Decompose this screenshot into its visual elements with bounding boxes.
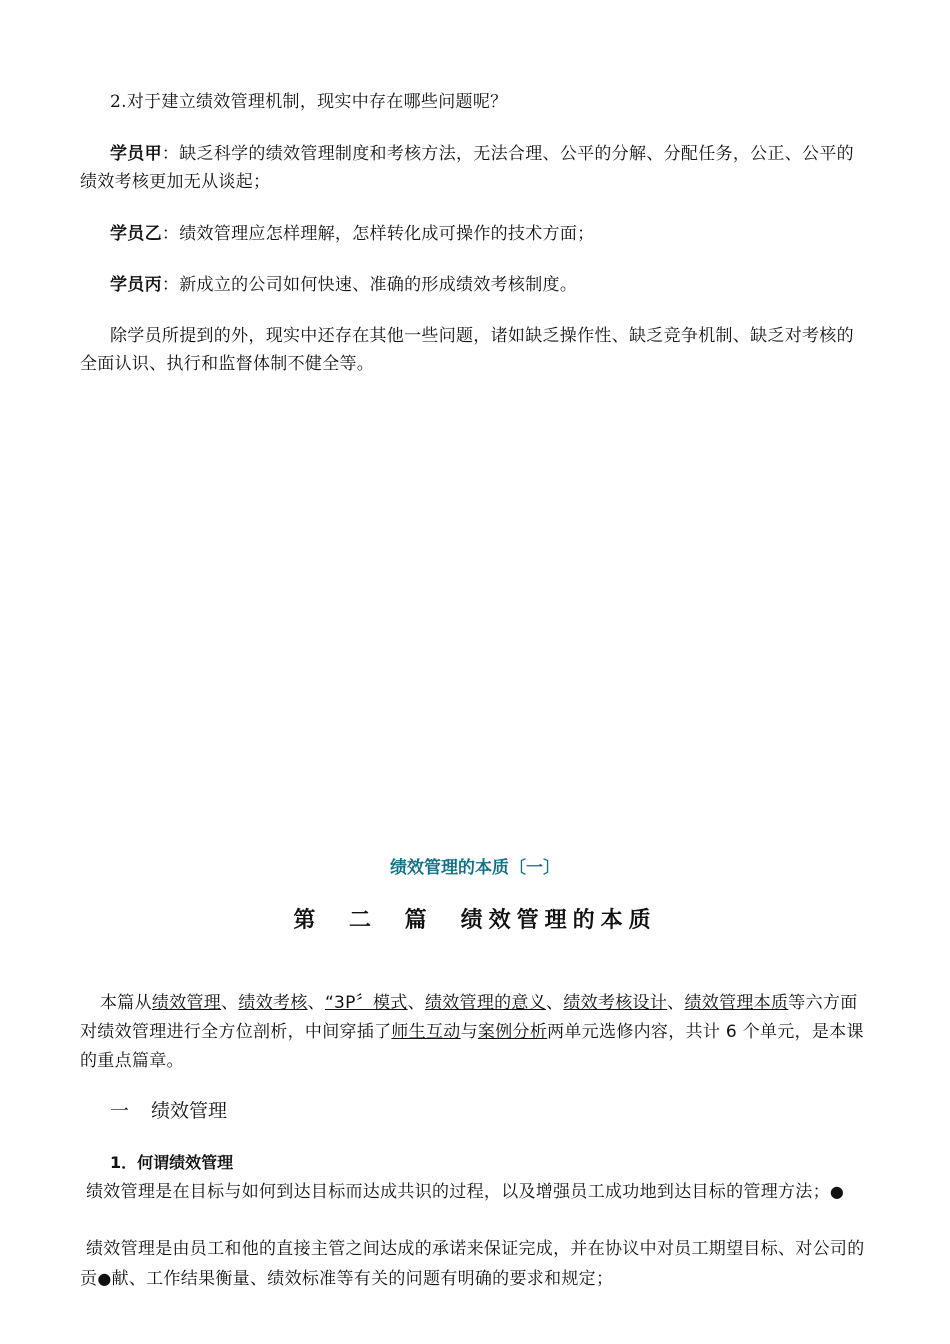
definition-2: 绩效管理是由员工和他的直接主管之间达成的承诺来保证完成，并在协议中对员工期望目标、对公司的贡●献、工作结果衡量、绩效标准等有关的问题有明确的要求和规定； — [80, 1239, 865, 1289]
answer-student-c: 学员丙：新成立的公司如何快速、准确的形成绩效考核制度。 — [110, 275, 578, 295]
link-teacher-student-interaction[interactable]: 师生互动 — [391, 1022, 461, 1042]
heading-performance-management — [110, 1096, 227, 1123]
link-essence[interactable]: 绩效管理本质 — [684, 993, 789, 1013]
heading-number: 一 — [110, 1100, 130, 1122]
bullet-mark: ● — [829, 1182, 845, 1201]
speaker-label: 学员甲 — [110, 144, 162, 164]
link-performance-appraisal[interactable]: 绩效考核 — [238, 993, 308, 1013]
link-appraisal-design[interactable]: 绩效考核设计 — [563, 993, 668, 1013]
link-significance[interactable]: 绩效管理的意义 — [424, 993, 547, 1013]
question-2: 2.对于建立绩效管理机制，现实中存在哪些问题呢？ — [110, 92, 508, 112]
speaker-label: 学员乙 — [110, 224, 162, 244]
link-performance-management[interactable]: 绩效管理 — [151, 993, 222, 1013]
link-3p-model[interactable]: “3P〞模式 — [324, 993, 408, 1013]
section-title: 绩效管理的本质〔一〕 — [390, 858, 560, 878]
subheading-what-is-pm: 1．何谓绩效管理 — [110, 1153, 234, 1172]
answer-text: 新成立的公司如何快速、准确的形成绩效考核制度。 — [179, 275, 578, 295]
definition-1: 绩效管理是在目标与如何到达目标而达成共识的过程，以及增强员工成功地到达目标的管理方法；● — [86, 1182, 845, 1202]
intro-paragraph: 本篇从绩效管理、绩效考核、“3P〞模式、绩效管理的意义、绩效考核设计、绩效管理本质等六方面对绩效管理进行全方位剖析，中间穿插了师生互动与案例分析两单元选修内容，共计 6 个单元，是本课的重点篇章。 — [80, 993, 864, 1071]
answer-text: 缺乏科学的绩效管理制度和考核方法，无法合理、公平的分解、分配任务，公正、公平的绩效考核更加无从谈起； — [80, 144, 854, 192]
heading-text: 绩效管理 — [151, 1100, 228, 1122]
link-case-analysis[interactable]: 案例分析 — [477, 1022, 548, 1042]
speaker-label: 学员丙 — [110, 275, 162, 295]
part-title: 第 二 篇 绩效管理的本质 — [293, 907, 657, 933]
answer-student-b: 学员乙：绩效管理应怎样理解，怎样转化成可操作的技术方面； — [110, 224, 595, 244]
summary-paragraph: 除学员所提到的外，现实中还存在其他一些问题，诸如缺乏操作性、缺乏竞争机制、缺乏对考核的全面认识、执行和监督体制不健全等。 — [80, 326, 854, 374]
answer-student-a: 学员甲：缺乏科学的绩效管理制度和考核方法，无法合理、公平的分解、分配任务，公正、公平的绩效考核更加无从谈起； — [80, 144, 854, 192]
bullet-mark: ● — [97, 1269, 112, 1288]
answer-text: 绩效管理应怎样理解，怎样转化成可操作的技术方面； — [179, 224, 595, 244]
